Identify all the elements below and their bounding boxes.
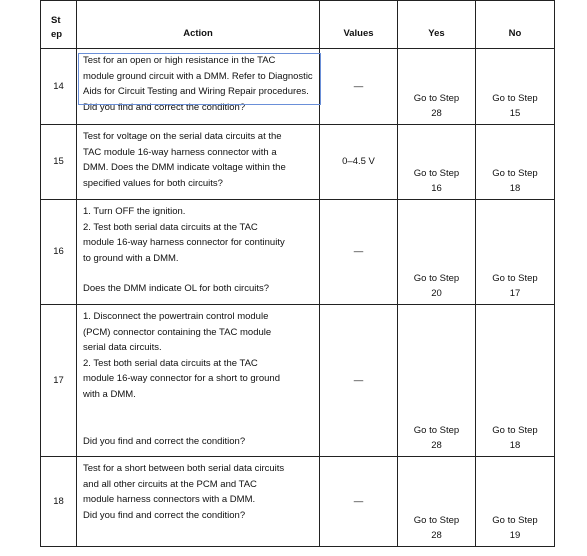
table-row: [41, 49, 555, 125]
step-number: 15: [41, 125, 77, 200]
yes-link: Go to Step: [413, 167, 460, 179]
no-step: 18: [509, 440, 521, 452]
step-column-header: [41, 1, 77, 49]
action-line: (PCM) connector containing the TAC module: [83, 326, 272, 338]
action-line: 1. Turn OFF the ignition.: [83, 206, 186, 217]
yes-cell: [398, 457, 476, 547]
action-cell: [77, 49, 320, 125]
action-line: Did you find and correct the condition?: [83, 101, 246, 113]
no-step: 15: [509, 108, 521, 120]
table-row: [41, 200, 555, 305]
no-step: 17: [509, 288, 521, 300]
action-line: module harness connectors with a DMM.: [83, 494, 256, 506]
yes-link: Go to Step: [413, 92, 460, 104]
no-cell: [476, 125, 555, 200]
yes-column-header: Yes: [398, 1, 476, 49]
no-step: 19: [509, 530, 521, 542]
values-column-header: Values: [320, 1, 398, 49]
action-line: to ground with a DMM.: [83, 252, 179, 264]
header-row: [41, 1, 555, 49]
value-cell: —: [320, 457, 398, 547]
no-link: Go to Step: [492, 92, 538, 104]
yes-step: 16: [431, 183, 442, 195]
action-line: Does the DMM indicate OL for both circuits?: [83, 283, 270, 295]
action-line: with a DMM.: [83, 388, 136, 400]
yes-link: Go to Step: [413, 424, 460, 436]
no-step: 18: [509, 183, 521, 195]
no-cell: [476, 305, 555, 457]
action-line: Did you find and correct the condition?: [83, 509, 246, 521]
step-header-line-1: St: [51, 15, 61, 26]
no-link: Go to Step: [492, 272, 538, 284]
step-number: 14: [41, 49, 77, 125]
action-line: TAC module 16-way harness connector with a: [83, 146, 277, 158]
action-line: Did you find and correct the condition?: [83, 435, 246, 447]
yes-cell: [398, 49, 476, 125]
no-link: Go to Step: [492, 424, 538, 436]
yes-step: 28: [431, 108, 442, 120]
yes-cell: [398, 305, 476, 457]
value-cell: —: [320, 305, 398, 457]
no-cell: [476, 200, 555, 305]
value-cell: 0–4.5 V: [320, 125, 398, 200]
action-line: Test for an open or high resistance in the TAC: [83, 55, 276, 66]
no-cell: [476, 49, 555, 125]
action-line: module ground circuit with a DMM. Refer to Diagnostic: [83, 70, 313, 82]
action-line: 1. Disconnect the powertrain control module: [83, 311, 269, 322]
diagnostic-table: [40, 0, 555, 547]
step-number: 16: [41, 200, 77, 305]
yes-link: Go to Step: [413, 514, 460, 526]
action-spacer: [83, 266, 315, 281]
step-number: 18: [41, 457, 77, 547]
value-cell: —: [320, 49, 398, 125]
no-column-header: No: [476, 1, 555, 49]
no-link: Go to Step: [492, 514, 538, 526]
no-link: Go to Step: [492, 167, 538, 179]
action-cell: [77, 125, 320, 200]
action-column-header: Action: [77, 1, 320, 49]
action-cell: [77, 305, 320, 457]
yes-step: 20: [431, 288, 442, 300]
step-header-line-2: ep: [51, 29, 63, 40]
action-line: 2. Test both serial data circuits at the TAC: [83, 357, 258, 369]
yes-link: Go to Step: [413, 272, 460, 284]
action-line: and all other circuits at the PCM and TAC: [83, 478, 257, 490]
action-cell: [77, 200, 320, 305]
action-line: specified values for both circuits?: [83, 177, 223, 189]
yes-cell: [398, 200, 476, 305]
no-cell: [476, 457, 555, 547]
table-row: [41, 305, 555, 457]
action-line: Test for a short between both serial data circuits: [83, 463, 285, 474]
table-row: [41, 457, 555, 547]
action-line: 2. Test both serial data circuits at the TAC: [83, 221, 258, 233]
action-line: serial data circuits.: [83, 342, 162, 354]
yes-step: 28: [431, 530, 442, 542]
step-number: 17: [41, 305, 77, 457]
action-line: DMM. Does the DMM indicate voltage within the: [83, 162, 286, 174]
yes-step: 28: [431, 440, 442, 452]
action-line: Test for voltage on the serial data circuits at the: [83, 131, 282, 142]
action-line: module 16-way connector for a short to ground: [83, 373, 280, 385]
action-spacer: [83, 403, 315, 434]
action-line: Aids for Circuit Testing and Wiring Repair procedures.: [83, 86, 309, 98]
action-cell: [77, 457, 320, 547]
yes-cell: [398, 125, 476, 200]
action-line: module 16-way harness connector for continuity: [83, 237, 285, 249]
table-row: [41, 125, 555, 200]
value-cell: —: [320, 200, 398, 305]
